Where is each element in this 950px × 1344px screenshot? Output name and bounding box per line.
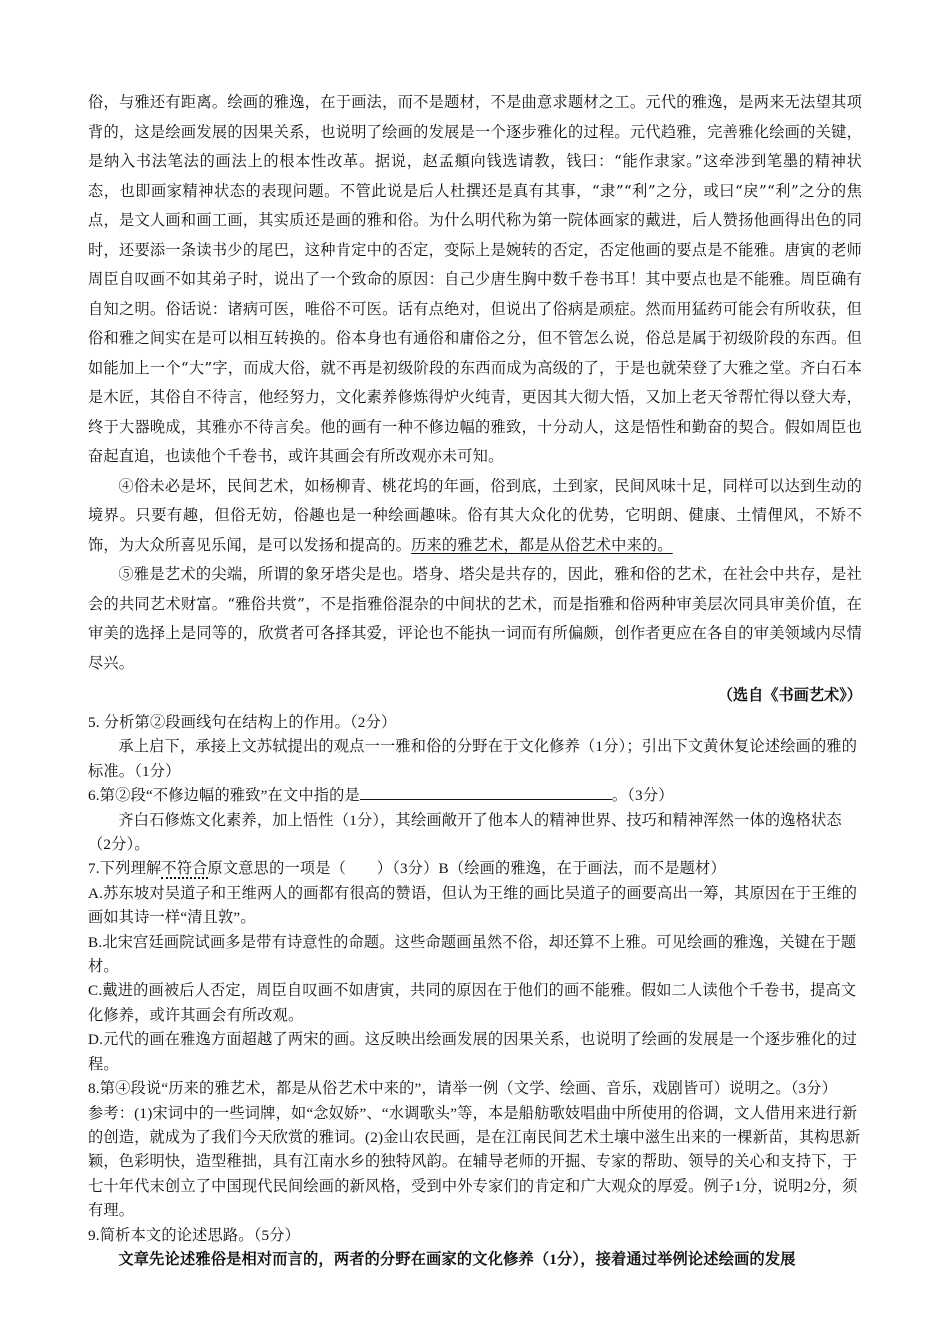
article-paragraph-3: 俗，与雅还有距离。绘画的雅逸，在于画法，而不是题材，不是曲意求题材之工。元代的雅逸，是两来无法望其项背的，这是绘画发展的因果关系，也说明了绘画的发展是一个逐步雅化的过程。元代趋雅，完善雅化绘画的关键，是纳入书法笔法的画法上的根本性改革。据说，赵孟頫向钱选请教，钱曰：“能作隶家。”这牵涉到笔墨的精神状态，也即画家精神状态的表现问题。不管此说是后人杜撰还是真有其事，“隶”“利”之分，或曰“戾”“利”之分的焦点，是文人画和画工画，其实质还是画的雅和俗。为什么明代称为第一院体画家的戴进，后人赞扬他画得出色的同时，还要添一条读书少的尾巴，这种肯定中的否定，变际上是婉转的否定，否定他画的要点是不能雅。唐寅的老师周臣自叹画不如其弟子时，说出了一个致命的原因：自己少唐生胸中数千卷书耳！其中要点也是不能雅。周臣确有自知之明。俗话说：诸病可医，唯俗不可医。话有点绝对，但说出了俗病是顽症。然而用猛药可能会有所收获，但俗和雅之间实在是可以相互转换的。俗本身也有通俗和庸俗之分，但不管怎么说，俗总是属于初级阶段的东西。但如能加上一个“大”字，而成大俗，就不再是初级阶段的东西而成为高级的了，于是也就荣登了大雅之堂。齐白石本是木匠，其俗自不待言，他经努力，文化素养修炼得炉火纯青，更因其大彻大悟，又加上老天爷帮忙得以登大寿，终于大器晚成，其雅亦不待言矣。他的画有一种不修边幅的雅致，十分动人，这是悟性和勤奋的契合。假如周臣也奋起直追，也读他个千卷书，或许其画会有所改观亦未可知。 — [88, 93, 862, 465]
question-7-prompt — [88, 857, 862, 881]
question-6-prompt — [88, 784, 862, 808]
article-source: （选自《书画艺术》） — [717, 686, 862, 704]
question-6-prompt-text: 6.第②段“不修边幅的雅致”在文中指的是 — [88, 787, 360, 805]
question-6-answer: 齐白石修炼文化素养，加上悟性（1分），其绘画敞开了他本人的精神世界、技巧和精神浑然一体的逸格状态（2分）。 — [88, 811, 842, 854]
question-6-score: 。（3分） — [611, 787, 674, 805]
question-8-prompt: 8.第④段说“历来的雅艺术，都是从俗艺术中来的”，请举一例（文学、绘画、音乐，戏剧皆可）说明之。（3分） — [88, 1080, 838, 1098]
option-b: B.北宋宫廷画院试画多是带有诗意性的命题。这些命题画虽然不俗，却还算不上雅。可见绘画的雅逸，关键在于题材。 — [88, 933, 857, 976]
question-7-prompt-end: 原文意思的一项是（ ）（3分）B（绘画的雅逸，在于画法，而不是题材） — [207, 860, 726, 878]
answer-blank — [360, 785, 612, 800]
option-d: D.元代的画在雅逸方面超越了两宋的画。这反映出绘画发展的因果关系，也说明了绘画的发展是一个逐步雅化的过程。 — [88, 1031, 858, 1073]
option-a: A.苏东坡对吴道子和王维两人的画都有很高的赞语，但认为王维的画比吴道子的画要高出一筹，其原因在于王维的画如其诗一样“清且敦”。 — [88, 884, 858, 927]
emphasis-dotted-text: 不符合 — [161, 860, 208, 878]
option-c: C.戴进的画被后人否定，周臣自叹画不如唐寅，共同的原因在于他们的画不能雅。假如二人读他个千卷书，提高文化修养，或许其画会有所改观。 — [88, 982, 857, 1024]
question-9-prompt: 9.简析本文的论述思路。（5分） — [88, 1226, 301, 1244]
underlined-sentence: 历来的雅艺术，都是从俗艺术中来的。 — [411, 535, 673, 554]
article-paragraph-5: ⑤雅是艺术的尖端，所谓的象牙塔尖是也。塔身、塔尖是共存的，因此，雅和俗的艺术，在社会中共存，是社会的共同艺术财富。“雅俗共赏”，不是指雅俗混杂的中间状的艺术，而是指雅和俗两种审美层次同具审美价值，在审美的选择上是同等的，欣赏者可各择其爱，评论也不能执一词而有所偏颇，创作者更应在各自的审美领域内尽情尽兴。 — [88, 565, 862, 672]
question-5-prompt: 5. 分析第②段画线句在结构上的作用。（2分） — [88, 714, 397, 731]
question-7-prompt-start: 7.下列理解 — [88, 860, 162, 878]
question-5-answer: 承上启下，承接上文苏轼提出的观点一一雅和俗的分野在于文化修养（1分）；引出下文黄休复论述绘画的雅的标准。（1分） — [88, 738, 858, 780]
question-9-answer: 文章先论述雅俗是相对而言的，两者的分野在画家的文化修养（1分），接着通过举例论述绘画的发展 — [118, 1250, 796, 1268]
question-8-answer: 参考：(1)宋词中的一些词牌，如“念奴娇”、“水调歌头”等，本是船舫歌妓唱曲中所使用的俗调，文人借用来进行新的创造，就成为了我们今天欣赏的雅词。(2)金山农民画，是在江南民间艺术土壤中滋生出来的一棵新苗，其构思新颖，色彩明快，造型稚拙，具有江南水乡的独特风韵。在辅导老师的开掘、专家的帮助、领导的关心和支持下，于七十年代末创立了中国现代民间绘画的新风格，受到中外专家们的肯定和广大观众的厚爱。例子1分，说明2分，须有理。 — [88, 1104, 861, 1220]
paragraph-4-text: ④俗未必是坏，民间艺术，如杨柳青、桃花坞的年画，俗到底，土到家，民间风味十足，同样可以达到生动的境界。只要有趣，但俗无妨，俗趣也是一种绘画趣味。俗有其大众化的优势，它明朗、健康、土情俚风，不矫不饰，为大众所喜见乐闻，是可以发扬和提高的。 — [88, 476, 862, 554]
article-paragraph-4 — [88, 472, 862, 561]
